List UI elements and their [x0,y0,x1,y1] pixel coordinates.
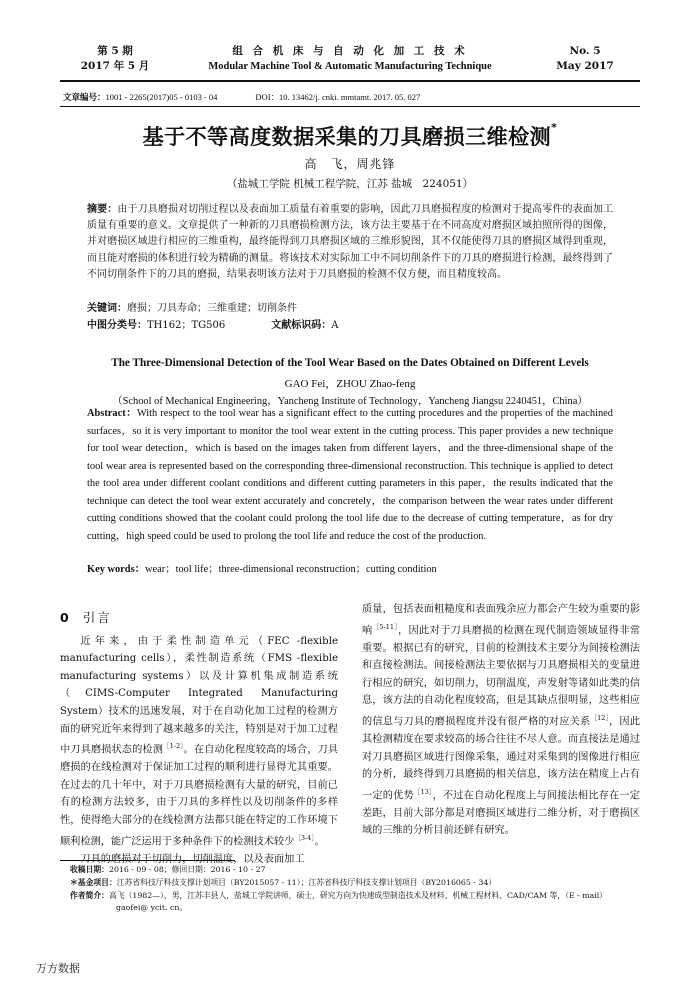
section-heading [60,609,338,627]
journal-name-en: Modular Machine Tool & Automatic Manufacturing Technique [208,61,492,72]
header-rule [60,80,640,82]
paragraph-text: 近年来，由于柔性制造单元（FEC -flexible manufacturing cells），柔性制造系统（FMS -flexible manufacturing systems）以及计算机集成制造系统（CIMS-Computer Integrated Manufacturing System）技术的迅速发展，对于在自动化加工过程的检测方面的研究近年来得到了越来越多的关注，特别是对于加工过程中刀具磨损状态的检测 [60,635,338,756]
article-number: 1001 - 2265(2017)05 - 0103 - 04 [105,92,218,102]
keywords-en-text: wear；tool life；three-dimensional reconstruction；cutting condition [145,564,437,575]
abstract-en-text: With respect to the tool wear has a significant effect to the cutting procedures and the properties of the machined surfaces，so it is very important to monitor the tool wear extent in the cutting process. This paper provides a new technique for tool wear detection，which is based on the images taken from different layers，and the three-dimensional shape of the tool wear area is represented based on the corresponding three-dimensional reconstruction. This technique is applied to detect the tool area under different coolant conditions and different cutting parameters in this paper，the results indicated that the technique can detect the tool wear extent accurately and concretely，the comparison between the wear rates under different cutting conditions showed that the coolant could prolong the tool life due to the decrease of cutting temperature，as for dry cutting，high speed could be used to prolong the tool life and reduce the cost of the production. [87,408,613,542]
paper-title-en: The Three-Dimensional Detection of the Tool Wear Based on the Dates Obtained on Different Levels [111,357,589,369]
keywords-zh [87,301,613,317]
paragraph-text: ，因此对于刀具磨损的检测在现代制造领域显得非常重要。根据已有的研究，目前的检测技术主要分为间接检测法和直接检测法。间接检测法主要依据与刀具磨损相关的变量进行相应的研究，如切削力，切削温度，声发射等诸如此类的信息，该方法的自动化程度较高，但是其缺点很明显，这些相应的信息与刀具的磨损程度并没有很严格的对应关系 [362,624,641,728]
abstract-zh [87,202,613,283]
footnote-received [70,864,645,876]
section-number: 0 [60,610,69,625]
keywords-zh-label: 关键词： [87,303,127,314]
citation: ［5-11］ [372,622,398,631]
citation: ［12］ [590,713,610,722]
clc-value: TH162；TG506 [147,320,226,331]
received-text: 2016 - 09 - 08；修回日期：2016 - 10 - 27 [108,865,266,874]
abstract-zh-text: 由于刀具磨损对切削过程以及表面加工质量有着重要的影响，因此刀具磨损程度的检测对于提高零件的表面加工质量有重要的意义。文章提供了一种新的刀具磨损检测方法，该方法主要基于在不同高度对磨损区域拍照所得的图像，并对磨损区域进行相应的三维重构，最终能得到刀具磨损区域的三维形貌图，其不仅能使得刀具的磨损区域得到重现，而且能对磨损的体积进行较为精确的测量。将该技术对实际加工中不同切削条件下的刀具的磨损进行检测，最终得到了不同切削条件下的刀具的磨损，结果表明该方法对于刀具磨损的检测不仅方便，而且精度较高。 [87,204,614,280]
abstract-en-label: Abstract： [87,408,137,419]
author-bio-label: 作者简介： [70,891,109,900]
author-bio-text: 高飞（1982—），男，江苏丰县人，盐城工学院讲师，硕士，研究方向为快速成型制造技术及材料、机械工程材料、CAD/CAM 等，（E - mail） [108,891,608,900]
paragraph-text: 。在自动化程度较高的场合，刀具磨损的在线检测对于保证加工过程的顺利进行显得尤其重要。在过去的几十年中，对于刀具磨损检测有大量的研究，目前已有的检测方法较多，由于刀具的多样性以及切削条件的多样性，使得绝大部分的在线检测方法都只能在特定的工作环境下顺利检测，能广泛运用于多种条件下的检测技术较少 [60,744,339,847]
citation: ［1-2］ [163,742,184,751]
paragraph-text: ，因此其检测精度在要求较高的场合往往不尽人意。而直接法是通过对刀具磨损区域进行图像采集，通过对采集到的图像进行相应的分析，最终得到刀具磨损的相关信息，该方法在精度上占有一定的优势 [362,716,641,802]
intro-paragraph-2-cont [362,601,640,840]
journal-name-zh: 组 合 机 床 与 自 动 化 加 工 技 术 [232,45,468,57]
authors-en: GAO Fei，ZHOU Zhao-feng [284,378,416,390]
body-column-right [362,601,640,840]
fund-label: ＊基金项目： [70,878,117,887]
abstract-en [87,405,613,545]
journal-header [60,44,640,76]
footnote-author [70,890,645,914]
watermark: 万方数据 [36,962,80,975]
title-text: 基于不等高度数据采集的刀具磨损三维检测 [142,125,552,149]
received-label: 收稿日期： [70,865,109,874]
intro-paragraph-2: 刀具的磨损对于切削力，切削温度，以及表面加工 [80,853,305,865]
citation: ［3-4］ [294,833,315,842]
fund-text: 江苏省科技厅科技支撑计划项目（BY2015057 - 11）；江苏省科技厅科技支撑计划项目（BY2016065 - 34） [116,878,497,887]
header-center [170,44,530,74]
paragraph-text: 质量，包括表面粗糙度和表面残余应力都会产生较为重要的影响 [362,604,640,636]
issue-date-en: May 2017 [556,60,614,72]
clc-label: 中图分类号： [87,320,147,331]
author-email: gaofei@ ycit. cn。 [116,903,188,912]
paragraph-text: ，不过在自动化程度上与间接法相比存在一定差距，目前大部分都是对磨损区域进行二维分析，对于磨损区域的三维的分析目前还鲜有研究。 [362,790,640,837]
paragraph-text: 。 [314,835,325,847]
doc-code-label: 文献标识码： [271,320,332,331]
classification-line [87,318,613,334]
keywords-zh-text: 磨损；刀具寿命；三维重建；切削条件 [127,303,297,314]
section-title: 引言 [82,610,112,625]
doi: DOI：10. 13462/j. cnki. mmtamt. 2017. 05. 027 [255,92,421,102]
title-footnote-mark: * [551,121,558,134]
issue-number-en: No. 5 [569,45,601,57]
affiliation-zh: （盐城工学院 机械工程学院，江苏 盐城 224051） [226,178,474,190]
body-column-left [60,609,338,868]
article-number-line [63,91,420,103]
abstract-zh-label: 摘要： [87,204,118,215]
header-right [530,44,640,74]
issue-date-zh: 2017 年 5 月 [80,60,150,72]
affiliation-en: （School of Mechanical Engineering，Yancheng Institute of Technology，Yancheng Jiangsu 2240451，China） [112,396,588,407]
doc-code-value: A [331,320,339,331]
intro-paragraph-1 [60,633,338,851]
keywords-en-label: Key words： [87,564,146,575]
citation: ［13］ [413,787,433,796]
keywords-en [87,560,613,575]
footnote-fund [70,877,645,889]
article-number-rule [60,106,640,107]
authors-zh: 高 飞，周兆锋 [304,157,396,171]
footnote-rule [60,860,235,861]
paper-title-zh [60,121,640,151]
header-left [60,44,170,74]
article-number-label: 文章编号： [63,93,106,103]
issue-number-zh: 第 5 期 [97,45,133,57]
